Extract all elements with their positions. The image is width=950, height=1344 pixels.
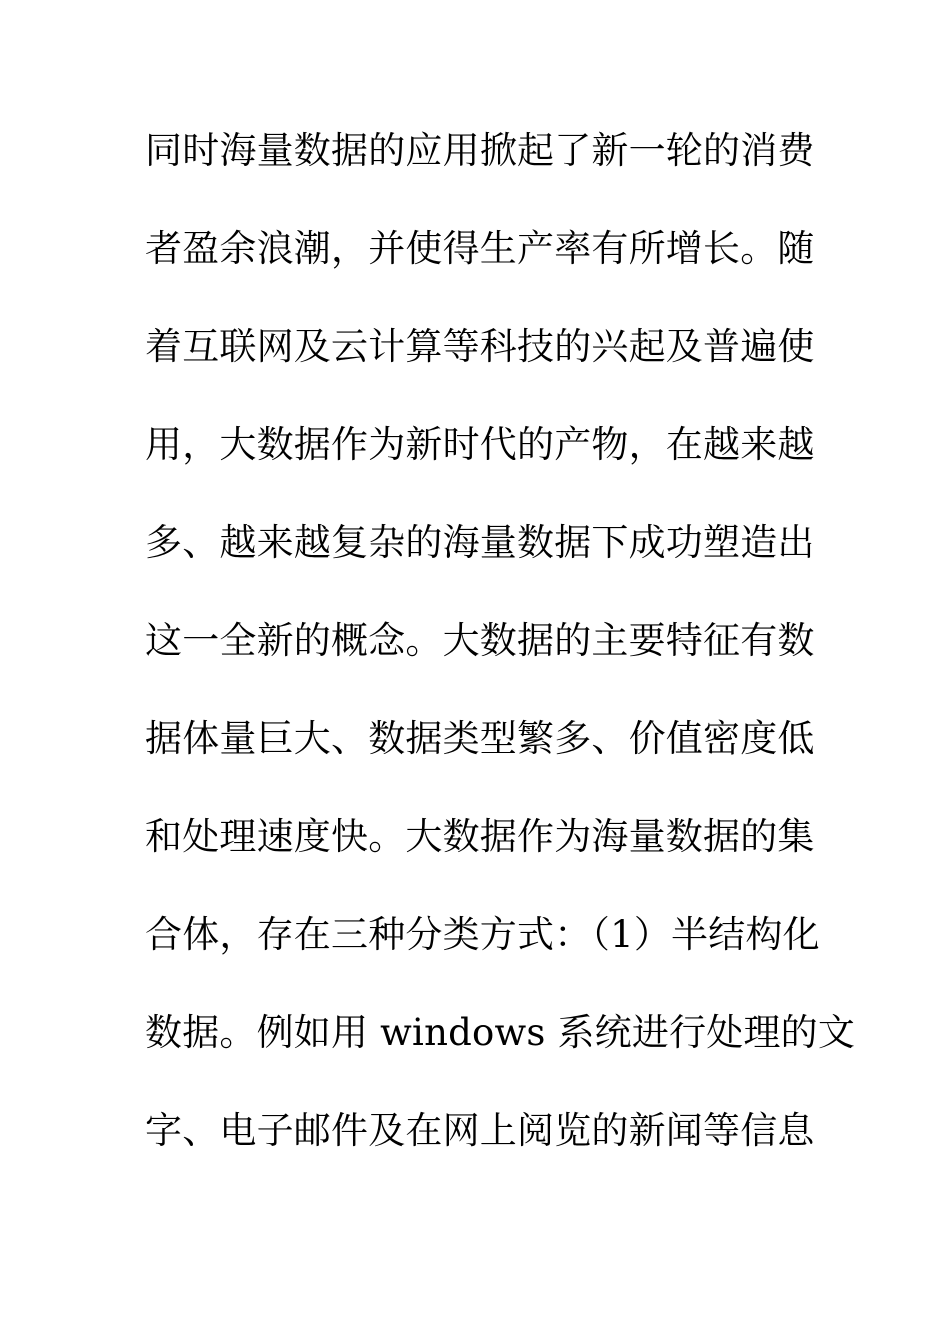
text-line: 同时海量数据的应用掀起了新一轮的消费 [145, 129, 815, 172]
text-line: 据体量巨大、数据类型繁多、价值密度低 [145, 717, 815, 760]
text-line: 多、越来越复杂的海量数据下成功塑造出 [145, 521, 815, 564]
text-line: 这一全新的概念。大数据的主要特征有数 [145, 619, 815, 662]
text-line: 和处理速度快。大数据作为海量数据的集 [145, 815, 815, 858]
body-paragraph [145, 126, 856, 1204]
text-line: 字、电子邮件及在网上阅览的新闻等信息 [145, 1109, 815, 1152]
text-line: 着互联网及云计算等科技的兴起及普遍使 [145, 325, 815, 368]
text-line: 数据。例如用 windows 系统进行处理的文 [145, 1011, 856, 1054]
text-line: 者盈余浪潮，并使得生产率有所增长。随 [145, 227, 815, 270]
text-line: 用，大数据作为新时代的产物，在越来越 [145, 423, 815, 466]
text-line: 合体，存在三种分类方式：（1）半结构化 [145, 913, 820, 956]
